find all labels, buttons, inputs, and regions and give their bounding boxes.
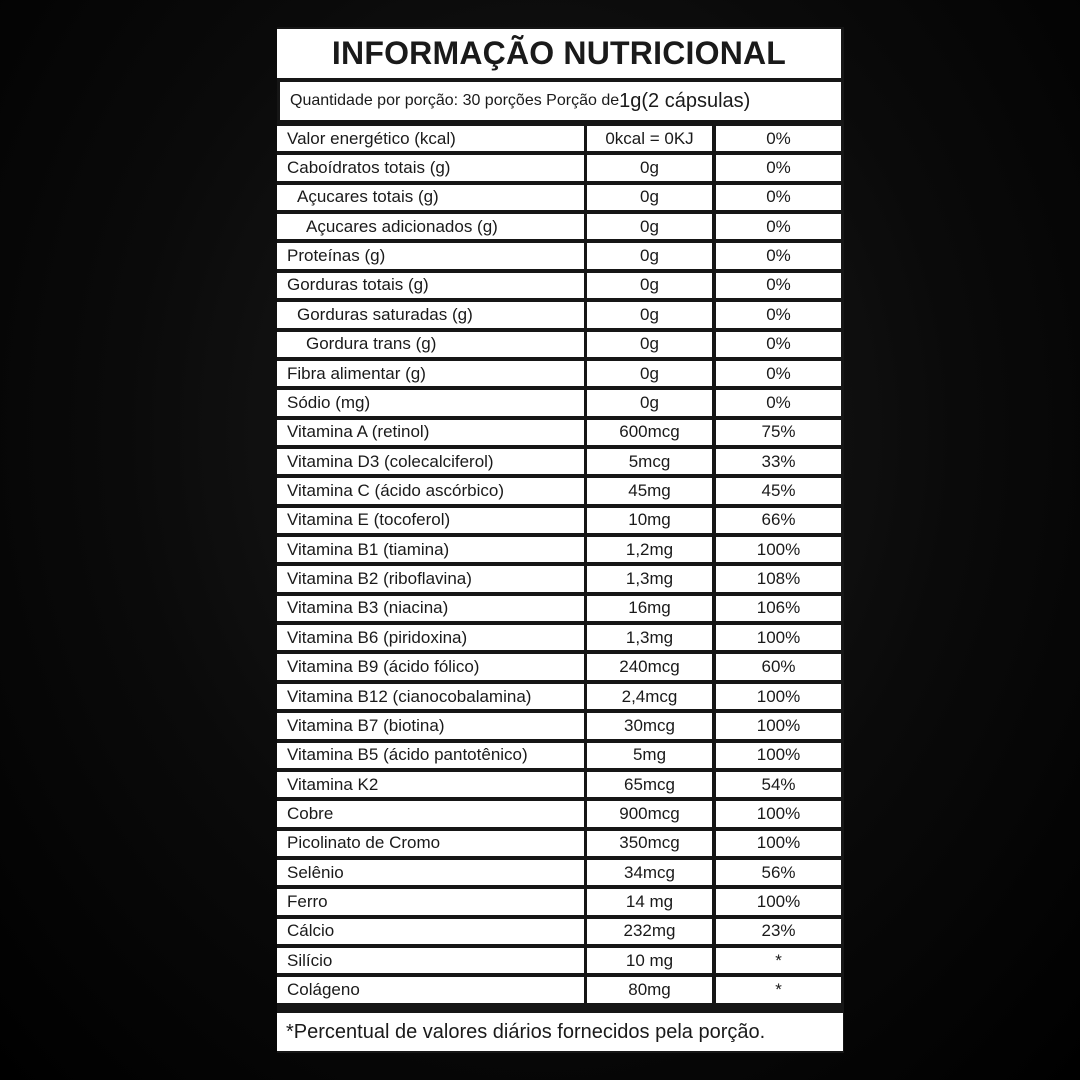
nutrient-row: [277, 770, 844, 799]
nutrient-name: Cálcio: [277, 919, 584, 944]
nutrient-amount: 80mg: [587, 977, 712, 1002]
nutrient-amount: 34mcg: [587, 860, 712, 885]
nutrient-name: Açucares adicionados (g): [277, 214, 584, 239]
nutrient-daily-value: 0%: [716, 302, 841, 327]
nutrient-daily-value: 0%: [716, 126, 841, 151]
nutrient-amount: 45mg: [587, 478, 712, 503]
nutrient-row: [277, 535, 844, 564]
nutrient-daily-value: 100%: [716, 537, 841, 562]
nutrient-daily-value: 0%: [716, 185, 841, 210]
nutrient-row: [277, 917, 844, 946]
nutrient-amount: 2,4mcg: [587, 684, 712, 709]
nutrient-name: Vitamina D3 (colecalciferol): [277, 449, 584, 474]
nutrient-row: [277, 447, 844, 476]
nutrient-amount: 0g: [587, 214, 712, 239]
nutrient-amount: 5mcg: [587, 449, 712, 474]
nutrient-row: [277, 388, 844, 417]
nutrient-amount: 350mcg: [587, 831, 712, 856]
nutrient-daily-value: 100%: [716, 684, 841, 709]
nutrient-row: [277, 564, 844, 593]
nutrient-name: Gordura trans (g): [277, 332, 584, 357]
nutrient-daily-value: 33%: [716, 449, 841, 474]
nutrient-amount: 10 mg: [587, 948, 712, 973]
nutrient-amount: 30mcg: [587, 713, 712, 738]
nutrient-daily-value: 100%: [716, 743, 841, 768]
nutrient-row: [277, 887, 844, 916]
nutrient-row: [277, 418, 844, 447]
nutrient-name: Valor energético (kcal): [277, 126, 584, 151]
nutrient-name: Gorduras saturadas (g): [277, 302, 584, 327]
nutrient-name: Vitamina B7 (biotina): [277, 713, 584, 738]
nutrient-amount: 1,3mg: [587, 566, 712, 591]
nutrient-name: Vitamina B5 (ácido pantotênico): [277, 743, 584, 768]
nutrient-row: [277, 946, 844, 975]
nutrient-daily-value: *: [716, 977, 841, 1002]
serving-info: [280, 82, 841, 120]
nutrient-name: Silício: [277, 948, 584, 973]
nutrient-daily-value: 0%: [716, 243, 841, 268]
nutrient-amount: 0g: [587, 302, 712, 327]
nutrient-daily-value: 66%: [716, 508, 841, 533]
nutrient-name: Proteínas (g): [277, 243, 584, 268]
nutrient-row: [277, 799, 844, 828]
nutrient-name: Vitamina B12 (cianocobalamina): [277, 684, 584, 709]
nutrient-row: [277, 975, 844, 1004]
nutrient-row: [277, 359, 844, 388]
nutrient-name: Vitamina B1 (tiamina): [277, 537, 584, 562]
nutrient-daily-value: 56%: [716, 860, 841, 885]
nutrient-row: [277, 829, 844, 858]
nutrient-row: [277, 652, 844, 681]
nutrient-row: [277, 711, 844, 740]
nutrient-row: [277, 858, 844, 887]
nutrient-row: [277, 623, 844, 652]
nutrient-name: Vitamina E (tocoferol): [277, 508, 584, 533]
nutrient-row: [277, 153, 844, 182]
nutrient-daily-value: 60%: [716, 654, 841, 679]
nutrient-daily-value: 0%: [716, 390, 841, 415]
nutrient-daily-value: 100%: [716, 713, 841, 738]
nutrient-amount: 900mcg: [587, 801, 712, 826]
nutrient-name: Caboídratos totais (g): [277, 155, 584, 180]
nutrient-amount: 0g: [587, 185, 712, 210]
nutrient-daily-value: 0%: [716, 273, 841, 298]
nutrient-daily-value: 0%: [716, 361, 841, 386]
nutrient-row: [277, 300, 844, 329]
nutrient-daily-value: 54%: [716, 772, 841, 797]
nutrient-table: [277, 124, 844, 1005]
nutrient-name: Sódio (mg): [277, 390, 584, 415]
nutrient-name: Vitamina A (retinol): [277, 420, 584, 445]
nutrient-amount: 232mg: [587, 919, 712, 944]
nutrient-row: [277, 682, 844, 711]
serving-text: Quantidade por porção: 30 porções Porção de: [290, 92, 620, 109]
nutrient-name: Açucares totais (g): [277, 185, 584, 210]
nutrient-daily-value: 45%: [716, 478, 841, 503]
nutrient-amount: 0g: [587, 361, 712, 386]
nutrient-row: [277, 212, 844, 241]
nutrient-daily-value: 75%: [716, 420, 841, 445]
nutrient-row: [277, 330, 844, 359]
nutrient-daily-value: *: [716, 948, 841, 973]
nutrient-name: Picolinato de Cromo: [277, 831, 584, 856]
nutrient-amount: 1,2mg: [587, 537, 712, 562]
serving-portion: 1g: [619, 89, 642, 112]
nutrient-name: Vitamina B6 (piridoxina): [277, 625, 584, 650]
nutrient-name: Gorduras totais (g): [277, 273, 584, 298]
nutrient-amount: 16mg: [587, 596, 712, 621]
nutrient-daily-value: 108%: [716, 566, 841, 591]
nutrient-amount: 600mcg: [587, 420, 712, 445]
nutrient-daily-value: 23%: [716, 919, 841, 944]
nutrient-amount: 1,3mg: [587, 625, 712, 650]
nutrient-daily-value: 100%: [716, 889, 841, 914]
nutrient-amount: 0kcal = 0KJ: [587, 126, 712, 151]
nutrient-row: [277, 594, 844, 623]
nutrient-amount: 14 mg: [587, 889, 712, 914]
nutrient-daily-value: 100%: [716, 625, 841, 650]
nutrient-name: Vitamina B3 (niacina): [277, 596, 584, 621]
nutrient-amount: 0g: [587, 243, 712, 268]
nutrient-row: [277, 183, 844, 212]
nutrient-row: [277, 506, 844, 535]
nutrient-name: Vitamina K2: [277, 772, 584, 797]
nutrient-name: Vitamina C (ácido ascórbico): [277, 478, 584, 503]
label-title: INFORMAÇÃO NUTRICIONAL: [277, 29, 841, 78]
nutrient-name: Cobre: [277, 801, 584, 826]
nutrient-row: [277, 741, 844, 770]
nutrient-daily-value: 100%: [716, 801, 841, 826]
serving-capsules: (2 cápsulas): [641, 89, 751, 112]
nutrient-daily-value: 0%: [716, 214, 841, 239]
nutrient-amount: 240mcg: [587, 654, 712, 679]
nutrient-amount: 10mg: [587, 508, 712, 533]
nutrient-name: Ferro: [277, 889, 584, 914]
nutrient-name: Selênio: [277, 860, 584, 885]
nutrient-amount: 0g: [587, 332, 712, 357]
nutrient-name: Vitamina B9 (ácido fólico): [277, 654, 584, 679]
nutrient-daily-value: 106%: [716, 596, 841, 621]
nutrient-amount: 0g: [587, 273, 712, 298]
nutrient-name: Colágeno: [277, 977, 584, 1002]
nutrient-amount: 65mcg: [587, 772, 712, 797]
nutrient-row: [277, 124, 844, 153]
nutrient-amount: 5mg: [587, 743, 712, 768]
nutrient-amount: 0g: [587, 155, 712, 180]
footnote: *Percentual de valores diários fornecidos pela porção.: [277, 1013, 843, 1051]
nutrient-row: [277, 271, 844, 300]
nutrient-amount: 0g: [587, 390, 712, 415]
nutrient-row: [277, 241, 844, 270]
nutrient-daily-value: 0%: [716, 332, 841, 357]
nutrient-row: [277, 476, 844, 505]
nutrient-name: Fibra alimentar (g): [277, 361, 584, 386]
nutrient-name: Vitamina B2 (riboflavina): [277, 566, 584, 591]
nutrient-daily-value: 100%: [716, 831, 841, 856]
nutrient-daily-value: 0%: [716, 155, 841, 180]
